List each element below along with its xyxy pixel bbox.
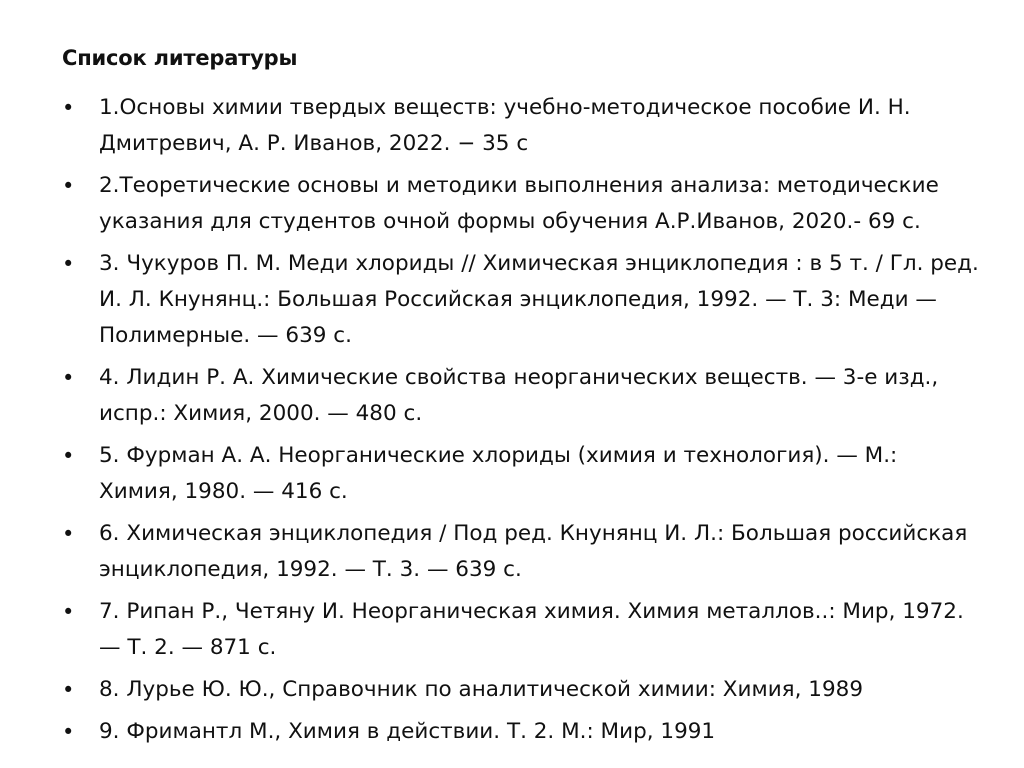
bullet-icon: • [62,678,75,702]
page-title: Список литературы [62,46,298,70]
list-item-text: 2.Теоретические основы и методики выполнения анализа: методические указания для студентов очной формы обучения А.Р.Иванов, 2020.- 69 с. [99,173,939,234]
list-item-text: 4. Лидин Р. А. Химические свойства неорганических веществ. — 3-е изд., испр.: Химия, 2000. — 480 с. [99,365,939,426]
list-item-text: 7. Рипан Р., Четяну И. Неорганическая химия. Химия металлов..: Мир, 1972. — Т. 2. — 871 с. [99,599,964,660]
bullet-icon: • [62,522,75,546]
bullet-icon: • [62,366,75,390]
bullet-icon: • [62,96,75,120]
list-item-text: 8. Лурье Ю. Ю., Справочник по аналитической химии: Химия, 1989 [99,677,863,702]
list-item-text: 9. Фримантл М., Химия в действии. Т. 2. М.: Мир, 1991 [99,719,716,744]
bullet-icon: • [62,252,75,276]
list-item-text: 1.Основы химии твердых веществ: учебно-методическое пособие И. Н. Дмитревич, А. Р. Иванов, 2022. − 35 с [99,95,911,156]
list-item [62,714,982,750]
list-item [62,672,982,708]
list-item-text: 5. Фурман А. А. Неорганические хлориды (химия и технология). — М.: Химия, 1980. — 416 с. [99,443,898,504]
list-item [62,246,982,354]
list-item [62,438,982,510]
list-item [62,516,982,588]
list-item-text: 3. Чукуров П. М. Меди хлориды // Химическая энциклопедия : в 5 т. / Гл. ред. И. Л. Кнунянц.: Большая Российская энциклопедия, 1992. — Т. 3: Меди — Полимерные. — 639 с. [99,251,979,348]
bibliography-list [62,90,982,756]
list-item [62,168,982,240]
list-item [62,360,982,432]
bullet-icon: • [62,174,75,198]
list-item [62,90,982,162]
list-item-text: 6. Химическая энциклопедия / Под ред. Кнунянц И. Л.: Большая российская энциклопедия, 1992. — Т. 3. — 639 с. [99,521,968,582]
bullet-icon: • [62,600,75,624]
list-item [62,594,982,666]
bullet-icon: • [62,444,75,468]
bullet-icon: • [62,720,75,744]
